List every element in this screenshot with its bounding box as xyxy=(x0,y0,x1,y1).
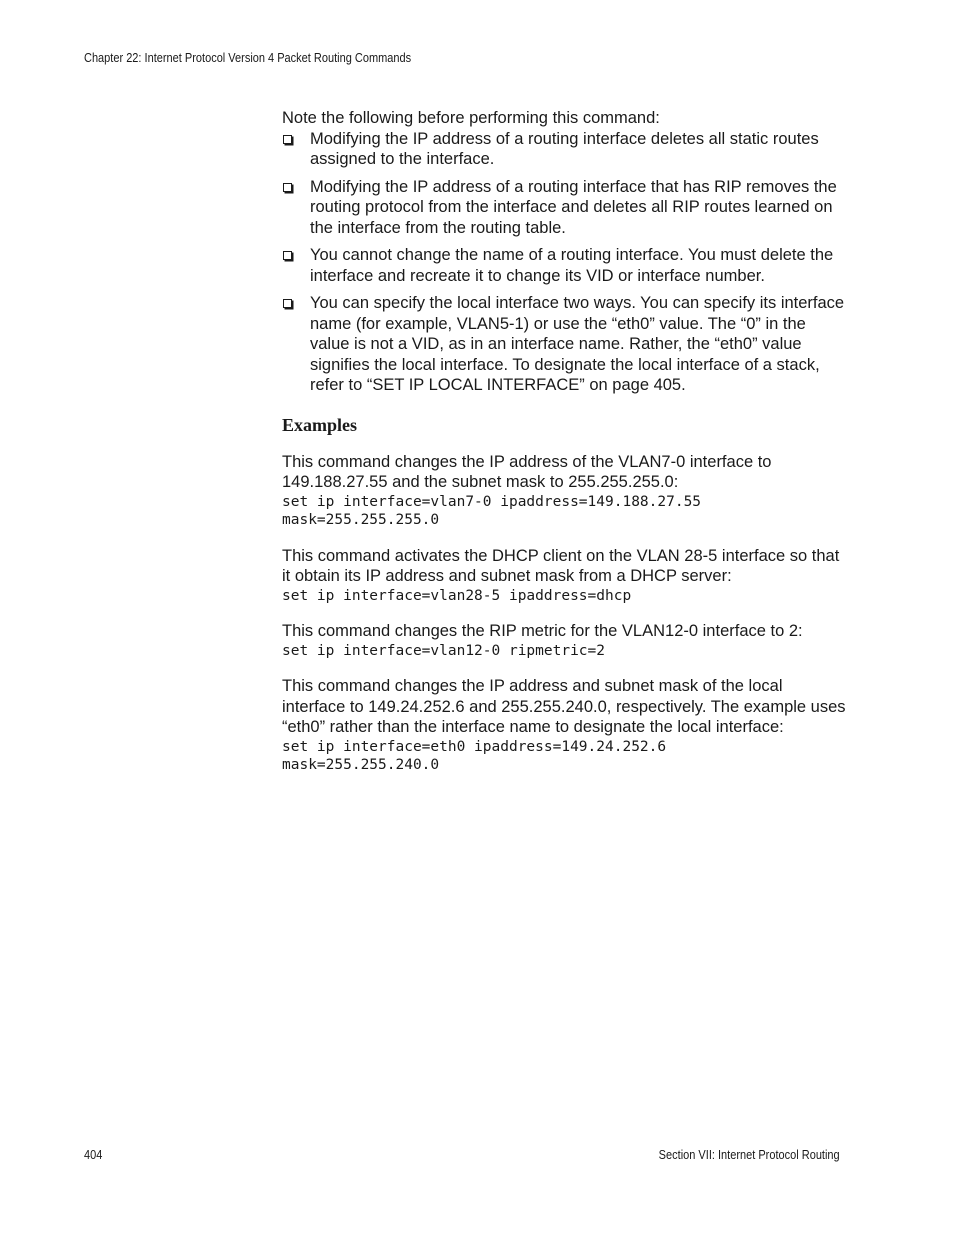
list-item xyxy=(282,177,848,239)
page-number: 404 xyxy=(84,1148,103,1162)
note-text: You can specify the local interface two ways. You can specify its interface name (for example, VLAN5-1) or use the “eth0” value. The “0” in the value is not a VID, as in an interface name. Rather, the “eth0” value signifies the local interface. To designate the local interface of a stack, refer to “SET IP LOCAL INTERFACE” on page 405. xyxy=(310,294,845,394)
list-item xyxy=(282,293,848,396)
intro-paragraph: Note the following before performing this command: xyxy=(282,109,660,127)
footer-section-title: Section VII: Internet Protocol Routing xyxy=(659,1148,840,1162)
page-content xyxy=(282,108,848,791)
running-header: Chapter 22: Internet Protocol Version 4 Packet Routing Commands xyxy=(84,51,412,65)
example-description: This command activates the DHCP client on the VLAN 28-5 interface so that it obtain its IP address and subnet mask from a DHCP server: xyxy=(282,546,840,585)
list-item xyxy=(282,129,848,170)
example-description: This command changes the IP address of the VLAN7-0 interface to 149.188.27.55 and the subnet mask to 255.255.255.0: xyxy=(282,452,772,491)
list-item xyxy=(282,245,848,286)
code-example: set ip interface=vlan7-0 ipaddress=149.188.27.55 mask=255.255.255.0 xyxy=(282,493,702,528)
note-text: Modifying the IP address of a routing interface that has RIP removes the routing protocol from the interface and deletes all RIP routes learned on the interface from the routing table. xyxy=(310,177,837,237)
box-bullet-icon xyxy=(283,251,292,260)
examples-heading: Examples xyxy=(282,414,358,435)
code-example: set ip interface=eth0 ipaddress=149.24.252.6 mask=255.255.240.0 xyxy=(282,738,667,773)
box-bullet-icon xyxy=(283,299,292,308)
note-text: You cannot change the name of a routing interface. You must delete the interface and recreate it to change its VID or interface number. xyxy=(310,246,834,285)
example-description: This command changes the IP address and subnet mask of the local interface to 149.24.252.6 and 255.255.240.0, respectively. The example uses “eth0” rather than the interface name to designate the local interface: xyxy=(282,677,846,736)
code-example: set ip interface=vlan28-5 ipaddress=dhcp xyxy=(282,587,632,604)
example-description: This command changes the RIP metric for the VLAN12-0 interface to 2: xyxy=(282,622,803,640)
box-bullet-icon xyxy=(283,135,292,144)
code-example: set ip interface=vlan12-0 ripmetric=2 xyxy=(282,642,606,659)
note-text: Modifying the IP address of a routing interface deletes all static routes assigned to the interface. xyxy=(310,129,819,168)
box-bullet-icon xyxy=(283,183,292,192)
notes-list xyxy=(282,129,848,396)
